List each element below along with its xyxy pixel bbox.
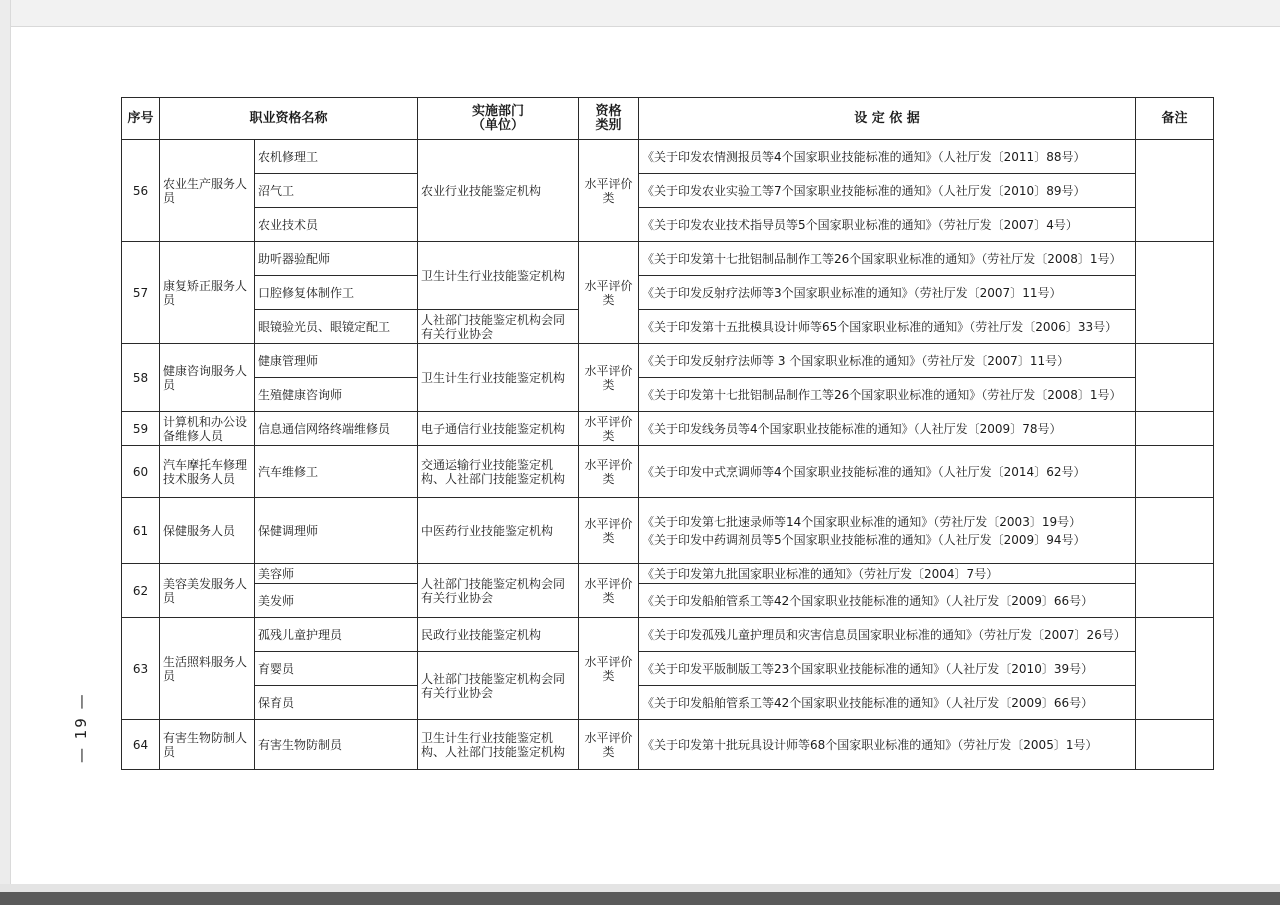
- scan-bottom-edge: [0, 892, 1280, 905]
- remark-cell: [1136, 344, 1214, 412]
- basis-cell: 《关于印发农业实验工等7个国家职业技能标准的通知》（人社厅发〔2010〕89号）: [639, 174, 1136, 208]
- qualification-name: 助听器验配师: [255, 242, 418, 276]
- qualification-name: 信息通信网络终端维修员: [255, 412, 418, 446]
- type-cell: 水平评价类: [579, 498, 639, 564]
- dept-cell: 农业行业技能鉴定机构: [418, 140, 579, 242]
- remark-cell: [1136, 140, 1214, 242]
- seq-cell: 57: [122, 242, 160, 344]
- table-row: [122, 686, 1214, 720]
- qualification-name: 美发师: [255, 584, 418, 618]
- dept-cell: 卫生计生行业技能鉴定机构、人社部门技能鉴定机构: [418, 720, 579, 770]
- remark-cell: [1136, 412, 1214, 446]
- qualification-name: 农机修理工: [255, 140, 418, 174]
- qualification-name: 孤残儿童护理员: [255, 618, 418, 652]
- category-cell: 美容美发服务人员: [160, 564, 255, 618]
- seq-cell: 63: [122, 618, 160, 720]
- basis-cell: 《关于印发中式烹调师等4个国家职业技能标准的通知》（人社厅发〔2014〕62号）: [639, 446, 1136, 498]
- seq-cell: 62: [122, 564, 160, 618]
- basis-line-1: 《关于印发第七批速录师等14个国家职业标准的通知》（劳社厅发〔2003〕19号）: [642, 514, 1082, 529]
- basis-cell: 《关于印发孤残儿童护理员和灾害信息员国家职业标准的通知》（劳社厅发〔2007〕26号）: [639, 618, 1136, 652]
- scan-bottom-margin: [0, 884, 1280, 892]
- header-basis: 设 定 依 据: [639, 98, 1136, 140]
- table-row: [122, 208, 1214, 242]
- seq-cell: 58: [122, 344, 160, 412]
- header-type: [579, 98, 639, 140]
- remark-cell: [1136, 720, 1214, 770]
- dept-cell: 中医药行业技能鉴定机构: [418, 498, 579, 564]
- remark-cell: [1136, 618, 1214, 720]
- table-row: [122, 276, 1214, 310]
- header-row: [122, 98, 1214, 140]
- qualification-name: 健康管理师: [255, 344, 418, 378]
- basis-line-2: 《关于印发中药调剂员等5个国家职业技能标准的通知》（人社厅发〔2009〕94号）: [642, 532, 1086, 547]
- basis-cell: 《关于印发反射疗法师等 3 个国家职业标准的通知》（劳社厅发〔2007〕11号）: [639, 344, 1136, 378]
- basis-cell: 《关于印发第十七批铝制品制作工等26个国家职业标准的通知》（劳社厅发〔2008〕1号）: [639, 378, 1136, 412]
- category-cell: 农业生产服务人员: [160, 140, 255, 242]
- table-row: [122, 564, 1214, 584]
- qualification-name: 沼气工: [255, 174, 418, 208]
- qualification-name: 汽车维修工: [255, 446, 418, 498]
- header-dept-line2: （单位）: [472, 117, 525, 133]
- header-seq: 序号: [122, 98, 160, 140]
- category-cell: 有害生物防制人员: [160, 720, 255, 770]
- seq-cell: 56: [122, 140, 160, 242]
- seq-cell: 60: [122, 446, 160, 498]
- header-type-line2: 类别: [595, 117, 622, 133]
- dept-cell: 电子通信行业技能鉴定机构: [418, 412, 579, 446]
- table-row: [122, 310, 1214, 344]
- basis-cell: 《关于印发平版制版工等23个国家职业技能标准的通知》（人社厅发〔2010〕39号）: [639, 652, 1136, 686]
- category-cell: 健康咨询服务人员: [160, 344, 255, 412]
- qualification-name: 眼镜验光员、眼镜定配工: [255, 310, 418, 344]
- table-row: [122, 618, 1214, 652]
- page-number: — 19 —: [72, 692, 90, 764]
- dept-cell: 民政行业技能鉴定机构: [418, 618, 579, 652]
- type-cell: 水平评价类: [579, 242, 639, 344]
- basis-cell: 《关于印发船舶管系工等42个国家职业技能标准的通知》（人社厅发〔2009〕66号）: [639, 686, 1136, 720]
- basis-cell: 《关于印发农情测报员等4个国家职业技能标准的通知》（人社厅发〔2011〕88号）: [639, 140, 1136, 174]
- basis-cell: 《关于印发第九批国家职业标准的通知》（劳社厅发〔2004〕7号）: [639, 564, 1136, 584]
- qualification-name: 生殖健康咨询师: [255, 378, 418, 412]
- category-cell: 计算机和办公设备维修人员: [160, 412, 255, 446]
- table-row: [122, 652, 1214, 686]
- remark-cell: [1136, 242, 1214, 344]
- basis-cell: 《关于印发第十批玩具设计师等68个国家职业标准的通知》（劳社厅发〔2005〕1号）: [639, 720, 1136, 770]
- remark-cell: [1136, 498, 1214, 564]
- dept-cell: 人社部门技能鉴定机构会同有关行业协会: [418, 652, 579, 720]
- remark-cell: [1136, 564, 1214, 618]
- dept-cell: 人社部门技能鉴定机构会同有关行业协会: [418, 310, 579, 344]
- category-cell: 汽车摩托车修理技术服务人员: [160, 446, 255, 498]
- header-name: 职业资格名称: [160, 98, 418, 140]
- qualification-name: 保育员: [255, 686, 418, 720]
- basis-cell: 《关于印发农业技术指导员等5个国家职业标准的通知》（劳社厅发〔2007〕4号）: [639, 208, 1136, 242]
- scan-top-edge: [0, 0, 1280, 27]
- seq-cell: 64: [122, 720, 160, 770]
- qualification-name: 口腔修复体制作工: [255, 276, 418, 310]
- qualification-name: 有害生物防制员: [255, 720, 418, 770]
- table-row: [122, 140, 1214, 174]
- qualification-name: 农业技术员: [255, 208, 418, 242]
- category-cell: 生活照料服务人员: [160, 618, 255, 720]
- basis-cell: 《关于印发反射疗法师等3个国家职业标准的通知》（劳社厅发〔2007〕11号）: [639, 276, 1136, 310]
- type-cell: 水平评价类: [579, 446, 639, 498]
- header-remark: 备注: [1136, 98, 1214, 140]
- type-cell: 水平评价类: [579, 140, 639, 242]
- table-row: [122, 378, 1214, 412]
- basis-cell: 《关于印发第十七批铝制品制作工等26个国家职业标准的通知》（劳社厅发〔2008〕1号）: [639, 242, 1136, 276]
- table-row: [122, 498, 1214, 564]
- type-cell: 水平评价类: [579, 412, 639, 446]
- basis-cell: 《关于印发船舶管系工等42个国家职业技能标准的通知》（人社厅发〔2009〕66号）: [639, 584, 1136, 618]
- table-row: [122, 344, 1214, 378]
- category-cell: 康复矫正服务人员: [160, 242, 255, 344]
- qualification-name: 美容师: [255, 564, 418, 584]
- dept-cell: 卫生计生行业技能鉴定机构: [418, 242, 579, 310]
- table-row: [122, 584, 1214, 618]
- qualification-name: 育婴员: [255, 652, 418, 686]
- dept-cell: 人社部门技能鉴定机构会同有关行业协会: [418, 564, 579, 618]
- header-dept-line1: 实施部门: [472, 103, 525, 119]
- table-row: [122, 242, 1214, 276]
- header-type-line1: 资格: [595, 103, 622, 119]
- table-row: [122, 720, 1214, 770]
- basis-cell: 《关于印发第十五批模具设计师等65个国家职业标准的通知》（劳社厅发〔2006〕33号）: [639, 310, 1136, 344]
- seq-cell: 61: [122, 498, 160, 564]
- type-cell: 水平评价类: [579, 564, 639, 618]
- basis-cell: [639, 498, 1136, 564]
- header-dept: [418, 98, 579, 140]
- qualification-name: 保健调理师: [255, 498, 418, 564]
- dept-cell: 交通运输行业技能鉴定机构、人社部门技能鉴定机构: [418, 446, 579, 498]
- qualification-table: [121, 97, 1214, 770]
- scan-left-edge: [0, 0, 11, 905]
- type-cell: 水平评价类: [579, 618, 639, 720]
- table-row: [122, 174, 1214, 208]
- category-cell: 保健服务人员: [160, 498, 255, 564]
- type-cell: 水平评价类: [579, 720, 639, 770]
- seq-cell: 59: [122, 412, 160, 446]
- table-row: [122, 446, 1214, 498]
- type-cell: 水平评价类: [579, 344, 639, 412]
- remark-cell: [1136, 446, 1214, 498]
- dept-cell: 卫生计生行业技能鉴定机构: [418, 344, 579, 412]
- table-row: [122, 412, 1214, 446]
- basis-cell: 《关于印发线务员等4个国家职业技能标准的通知》（人社厅发〔2009〕78号）: [639, 412, 1136, 446]
